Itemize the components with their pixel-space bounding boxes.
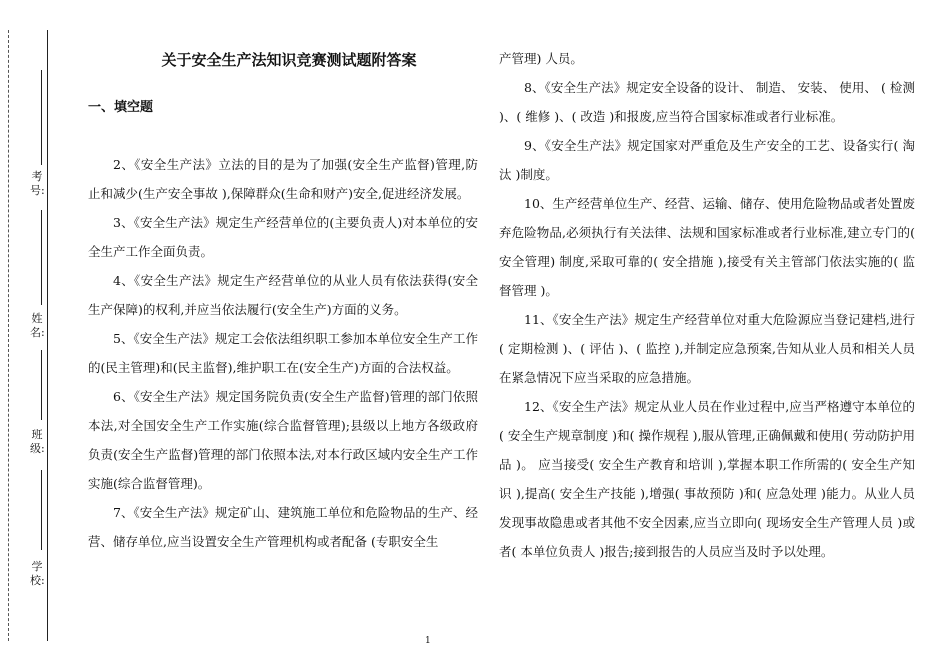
question-item: 12、《安全生产法》规定从业人员在作业过程中,应当严格遵守本单位的( 安全生产规章制度 )和( 操作规程 ),服从管理,正确佩戴和使用( 劳动防护用品 )。 应当接受( 安全生产教育和培训 ),掌握本职工作所需的( 安全生产知识 ),提高( 安全生产技能 ),增强( 事故预防 )和( 应急处理 )能力。从业人员发现事故隐患或者其他不安全因素,应当立即向( 现场安全生产管理人员 )或者( 本单位负责人 )报告;接到报告的人员应当及时予以处理。 [499,399,915,559]
section-heading: 一、填空题 [88,100,154,115]
right-column [499,44,915,566]
left-column [88,38,478,556]
question-item: 4、《安全生产法》规定生产经营单位的从业人员有依法获得(安全生产保障)的权利,并应当依法履行(安全生产)方面的义务。 [88,273,478,317]
class-label: 班级: [30,428,45,455]
question-item: 11、《安全生产法》规定生产经营单位对重大危险源应当登记建档,进行( 定期检测 )、( 评估 )、( 监控 ),并制定应急预案,告知从业人员和相关人员在紧急情况下应当采取的应急措施。 [499,312,915,385]
school-line [41,470,42,550]
name-line [41,210,42,305]
question-item: 5、《安全生产法》规定工会依法组织职工参加本单位安全生产工作的(民主管理)和(民主监督),维护职工在(安全生产)方面的合法权益。 [88,331,478,375]
school-label: 学校: [30,560,45,587]
name-label: 姓名: [30,312,45,339]
continuation-text: 产管理) 人员。 [499,51,583,66]
exam-number-label: 考号: [30,170,45,197]
question-item: 6、《安全生产法》规定国务院负责(安全生产监督)管理的部门依照本法,对全国安全生产工作实施(综合监督管理);县级以上地方各级政府负责(安全生产监督)管理的部门依照本法,对本行政区域内安全生产工作实施(综合监督管理)。 [88,389,478,491]
question-item: 9、《安全生产法》规定国家对严重危及生产安全的工艺、设备实行( 淘汰 )制度。 [499,138,915,182]
exam-number-line [41,70,42,165]
document-title: 关于安全生产法知识竞赛测试题附答案 [161,51,417,69]
question-item: 2、《安全生产法》立法的目的是为了加强(安全生产监督)管理,防止和减少(生产安全事故 ),保障群众(生命和财产)安全,促进经济发展。 [88,157,478,201]
class-line [41,350,42,420]
binding-cut-line [8,30,9,641]
page-number: 1 [425,636,431,646]
question-item: 3、《安全生产法》规定生产经营单位的(主要负责人)对本单位的安全生产工作全面负责。 [88,215,478,259]
margin-rule [47,30,48,641]
question-item: 8、《安全生产法》规定安全设备的设计、 制造、 安装、 使用、 ( 检测 )、( 维修 )、( 改造 )和报废,应当符合国家标准或者行业标准。 [499,80,915,124]
question-item: 10、生产经营单位生产、经营、运输、储存、使用危险物品或者处置废弃危险物品,必须执行有关法律、法规和国家标准或者行业标准,建立专门的( 安全管理) 制度,采取可靠的( 安全措施 ),接受有关主管部门依法实施的( 监督管理 )。 [499,196,915,298]
question-item: 7、《安全生产法》规定矿山、建筑施工单位和危险物品的生产、经营、储存单位,应当设置安全生产管理机构或者配备 (专职安全生 [88,505,478,549]
